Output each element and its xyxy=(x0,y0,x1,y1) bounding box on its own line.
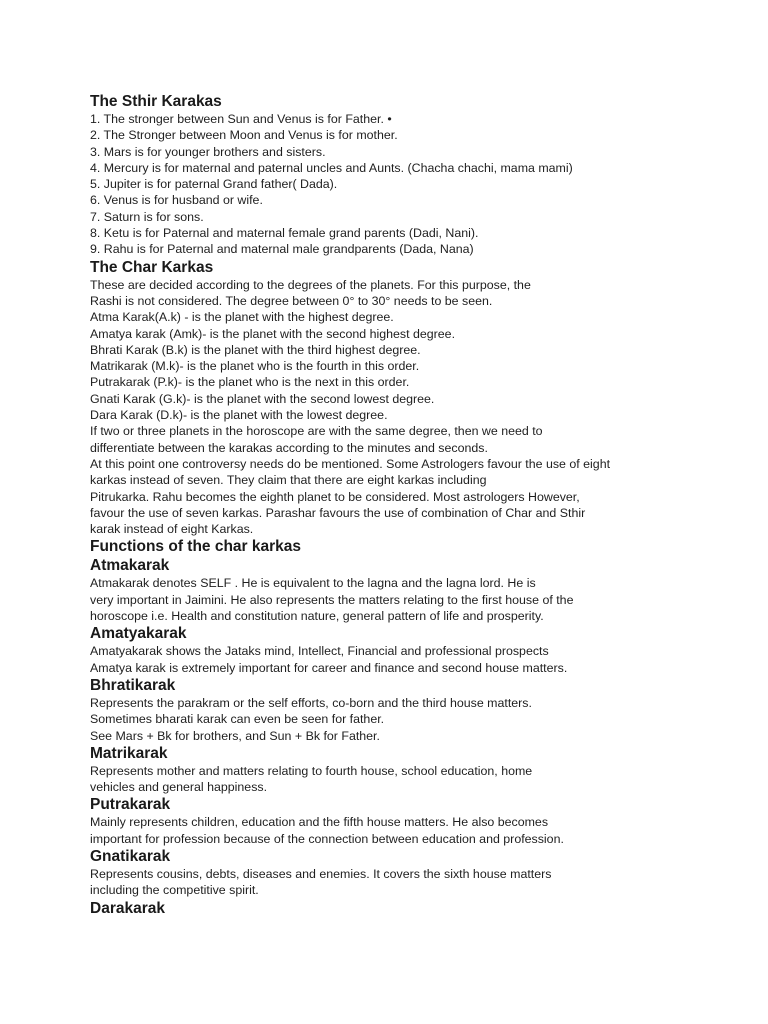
text-line: Represents mother and matters relating to fourth house, school education, home xyxy=(90,763,533,778)
section-the-sthir-karakas xyxy=(90,92,740,258)
text-line: Pitrukarka. Rahu becomes the eighth planet to be considered. Most astrologers However, xyxy=(90,489,580,504)
section-heading: Atmakarak xyxy=(90,557,170,575)
text-line: karkas instead of seven. They claim that there are eight karkas including xyxy=(90,473,487,488)
text-line: 7. Saturn is for sons. xyxy=(90,209,204,224)
text-line: 3. Mars is for younger brothers and sisters. xyxy=(90,144,326,159)
text-line: karak instead of eight Karkas. xyxy=(90,522,254,537)
section-putrakarak xyxy=(90,795,740,847)
text-line: favour the use of seven karkas. Parashar favours the use of combination of Char and Sthir xyxy=(90,505,586,520)
text-line: horoscope i.e. Health and constitution nature, general pattern of life and prosperity. xyxy=(90,609,544,624)
text-line: Mainly represents children, education and the fifth house matters. He also becomes xyxy=(90,815,549,830)
text-line: Amatya karak is extremely important for career and finance and second house matters. xyxy=(90,660,568,675)
section-amatyakarak xyxy=(90,624,740,676)
text-line: These are decided according to the degrees of the planets. For this purpose, the xyxy=(90,277,531,292)
text-line: If two or three planets in the horoscope are with the same degree, then we need to xyxy=(90,424,543,439)
section-heading: Functions of the char karkas xyxy=(90,538,302,556)
text-line: At this point one controversy needs do be mentioned. Some Astrologers favour the use of eight xyxy=(90,456,611,471)
text-line: important for profession because of the connection between education and profession. xyxy=(90,831,564,846)
text-line: Atma Karak(A.k) - is the planet with the highest degree. xyxy=(90,310,394,325)
text-line: 8. Ketu is for Paternal and maternal female grand parents (Dadi, Nani). xyxy=(90,226,479,241)
text-line: 4. Mercury is for maternal and paternal uncles and Aunts. (Chacha chachi, mama mami) xyxy=(90,160,573,175)
section-heading: Putrakarak xyxy=(90,796,171,814)
text-line: Atmakarak denotes SELF . He is equivalent to the lagna and the lagna lord. He is xyxy=(90,576,536,591)
text-line: Rashi is not considered. The degree between 0° to 30° needs to be seen. xyxy=(90,293,493,308)
section-matrikarak xyxy=(90,744,740,796)
text-line: differentiate between the karakas according to the minutes and seconds. xyxy=(90,440,488,455)
text-line: See Mars + Bk for brothers, and Sun + Bk for Father. xyxy=(90,728,380,743)
text-line: 9. Rahu is for Paternal and maternal male grandparents (Dada, Nana) xyxy=(90,242,474,257)
section-gnatikarak xyxy=(90,847,740,899)
text-line: vehicles and general happiness. xyxy=(90,780,268,795)
section-heading: Gnatikarak xyxy=(90,847,171,865)
section-heading: The Char Karkas xyxy=(90,258,214,276)
section-heading: Amatyakarak xyxy=(90,625,187,643)
text-line: 1. The stronger between Sun and Venus is for Father. • xyxy=(90,112,392,126)
text-line: Amatyakarak shows the Jataks mind, Intellect, Financial and professional prospects xyxy=(90,644,549,659)
text-line: Putrakarak (P.k)- is the planet who is the next in this order. xyxy=(90,375,410,390)
text-line: Dara Karak (D.k)- is the planet with the lowest degree. xyxy=(90,408,388,423)
text-line: Gnati Karak (G.k)- is the planet with the second lowest degree. xyxy=(90,391,435,406)
document-body xyxy=(90,92,740,918)
text-line: 5. Jupiter is for paternal Grand father( Dada). xyxy=(90,177,338,192)
section-heading: Bhratikarak xyxy=(90,676,176,694)
text-line: Represents the parakram or the self efforts, co-born and the third house matters. xyxy=(90,695,532,710)
section-heading: The Sthir Karakas xyxy=(90,93,222,110)
text-line: Amatya karak (Amk)- is the planet with the second highest degree. xyxy=(90,326,456,341)
section-atmakarak xyxy=(90,556,740,624)
text-line: Bhrati Karak (B.k) is the planet with the third highest degree. xyxy=(90,342,421,357)
text-line: Represents cousins, debts, diseases and enemies. It covers the sixth house matters xyxy=(90,866,552,881)
section-heading: Darakarak xyxy=(90,899,165,917)
section-bhratikarak xyxy=(90,676,740,744)
section-darakarak xyxy=(90,899,740,918)
text-line: 6. Venus is for husband or wife. xyxy=(90,193,263,208)
text-line: Matrikarak (M.k)- is the planet who is the fourth in this order. xyxy=(90,359,420,374)
text-line: very important in Jaimini. He also represents the matters relating to the first house of the xyxy=(90,592,574,607)
section-functions-of-the-char-karkas xyxy=(90,537,740,556)
text-line: Sometimes bharati karak can even be seen for father. xyxy=(90,712,385,727)
section-the-char-karkas xyxy=(90,258,740,538)
section-heading: Matrikarak xyxy=(90,744,168,762)
text-line: 2. The Stronger between Moon and Venus is for mother. xyxy=(90,128,398,143)
text-line: including the competitive spirit. xyxy=(90,883,259,898)
